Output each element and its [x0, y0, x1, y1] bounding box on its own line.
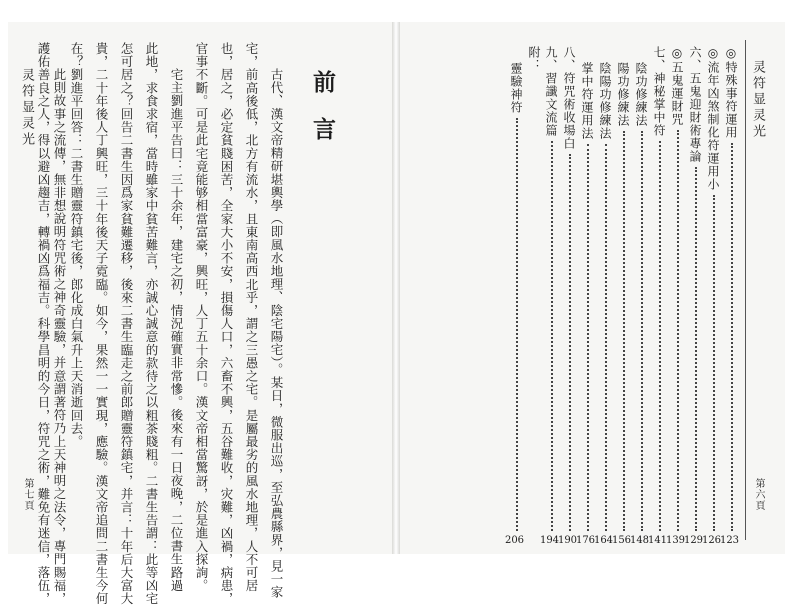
toc-leader	[569, 154, 571, 531]
paragraph-line-4: 官事不斷。可是此宅竟能够相當富豪，興旺，人丁五十余口。漢文帝相當驚訝，於是進入探詢。	[194, 42, 209, 593]
paragraph-line-1: 古代、漢文帝精研堪輿學（即風水地理、陰宅陽宅）。某日，微服出巡，至弘農縣界，見一家	[269, 68, 284, 599]
toc-leader	[677, 130, 679, 531]
toc-entry-title: 八、符咒術收場白	[562, 46, 576, 150]
toc-leader	[641, 131, 643, 531]
toc-entry-title: 七、神秘掌中符	[652, 46, 666, 137]
toc-entry-page: 156	[611, 535, 632, 546]
toc-entry-page: 206	[504, 535, 525, 546]
toc-leader	[695, 167, 697, 531]
toc-entry-title: 掌中符運用法	[580, 62, 594, 140]
toc-entry-page: 190	[557, 535, 578, 546]
paragraph-line-8: 貴，二十年後人丁興旺，三十年後天子霓臨。如今，果然一一實現，應驗。漢文帝追問二書生今何	[94, 42, 109, 605]
toc-leader	[623, 131, 625, 531]
toc-entry	[665, 46, 686, 546]
toc-leader	[731, 143, 733, 531]
toc-entry-title: 陰功修練法	[634, 62, 648, 127]
toc-leader	[605, 144, 607, 531]
toc-entry-page: 139	[665, 535, 686, 546]
toc-entry-page: 176	[575, 535, 596, 546]
toc-entry	[575, 62, 596, 546]
toc-entry	[683, 46, 704, 546]
toc-entry	[539, 46, 560, 546]
toc-entry-page: 129	[683, 535, 704, 546]
paragraph-line-9: 在？劉進平回答：二書生贈靈符鎮宅後，郎化成白氣升上天消逝回去。	[69, 42, 84, 449]
left-folio: 第七頁	[22, 478, 33, 511]
paragraph-line-6: 此地，求食求宿，當時雖家中貧苦難言，亦誠心誠意的款待之以粗茶賤粗。二書生告謂：此等凶宅	[144, 42, 159, 605]
toc-entry-title: ◎流年凶煞制化符運用小	[706, 46, 720, 191]
toc-entry-title: 六、五鬼迎財術專論	[688, 46, 702, 163]
right-running-head: 灵符显灵光	[750, 60, 765, 140]
left-running-head: 灵符显灵光	[19, 68, 34, 148]
paragraph-line-2: 宅，前高後低，北方有流水，且東南高西北乎，謂之三愚之宅。是屬最劣的風水地理，人不可居	[244, 42, 259, 593]
toc-leader	[659, 141, 661, 531]
toc-entry	[701, 46, 722, 546]
right-folio: 第六頁	[753, 478, 764, 511]
toc-leader	[587, 144, 589, 531]
toc-entry	[611, 62, 632, 546]
toc-entry-title: ◎五鬼運財咒	[670, 46, 684, 126]
toc-entry	[719, 46, 740, 546]
toc-entry-title: 九、習讖文流篇	[544, 46, 558, 137]
toc-entry	[593, 62, 614, 546]
paragraph-line-5: 宅主劉進平告曰：三十余年，建宅之初，情況確實非常慘。後來有一日夜晚，二位書生路過	[169, 68, 184, 592]
paragraph-line-7: 怎可居之？回告二書生因爲家貧難遷移，後來二書生臨走之前郎贈靈符鎮宅，并言：十年后大富大	[119, 42, 134, 605]
paragraph-line-3: 也，居之，必定貧賤困苦，全家大小不安，損傷人口，六畜不興，五谷難收，灾難，凶禍，病患，	[219, 42, 234, 605]
toc-leader	[516, 118, 518, 531]
toc-entry-title: 陽功修練法	[616, 62, 630, 127]
paragraph-line-10: 此則故事之流傳，無非想說明符咒術之神奇靈驗，并意謂著符乃上天神明之法令，專門賜福，	[52, 68, 67, 605]
toc-entry-page: 194	[539, 535, 560, 546]
toc-leader	[551, 141, 553, 531]
toc-entry	[557, 46, 578, 546]
page-title: 前言	[309, 70, 336, 164]
toc-entry-title: 靈驗神符	[509, 62, 523, 114]
toc-entry-page: 164	[593, 535, 614, 546]
header-rule	[745, 40, 746, 540]
toc-entry	[647, 46, 668, 546]
toc-entry-title: ◎特殊事符運用	[724, 46, 738, 139]
toc-entry-page: 148	[629, 535, 650, 546]
toc-appendix-label: 附：	[527, 46, 541, 72]
toc-entry	[629, 62, 650, 546]
toc-entry-page: 141	[647, 535, 668, 546]
toc-entry-page: 126	[701, 535, 722, 546]
toc-leader	[713, 195, 715, 531]
paragraph-line-11: 護佑善良之人，得以避凶趨吉，轉禍凶爲福吉。科學昌明的今日，符咒之術，難免有迷信，落伍，	[36, 42, 51, 605]
toc-entry	[504, 62, 525, 546]
toc-entry-title: 陰陽功修練法	[598, 62, 612, 140]
book-gutter	[392, 22, 400, 554]
toc-entry-page: 123	[719, 535, 740, 546]
